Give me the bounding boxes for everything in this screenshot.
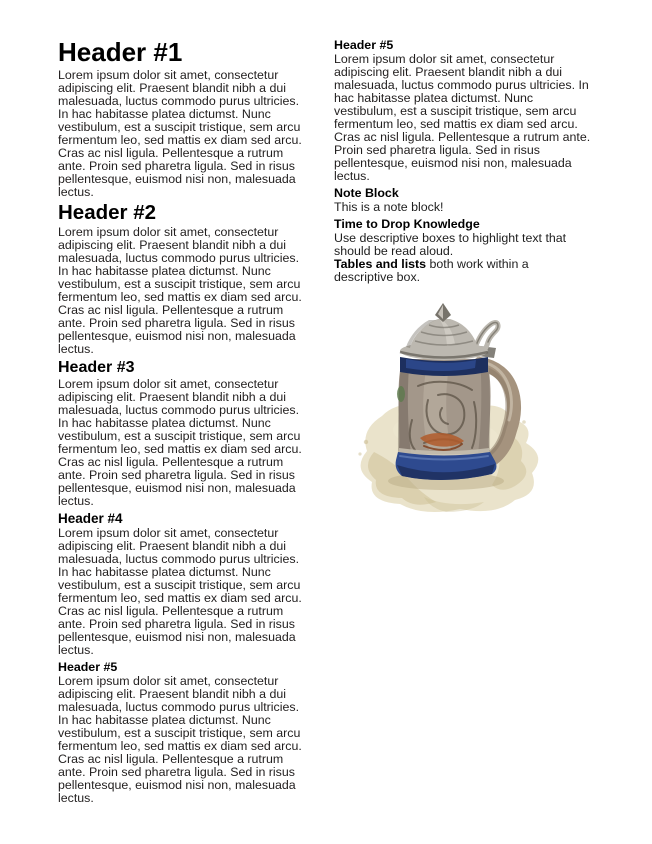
tables-lists-line (334, 258, 591, 284)
body-paragraph-4: Lorem ipsum dolor sit amet, consectetur adipiscing elit. Praesent blandit nibh a dui malesuada, luctus commodo purus ultricies. In hac habitasse platea dictumst. Nunc vestibulum, est a suscipit tristique, sem arcu fermentum leo, sed mattis ex diam sed arcu. Cras ac nisl ligula. Pellentesque a rutrum ante. Proin sed pharetra ligula. Sed in risus pellentesque, euismod nisi non, malesuada lectus. (58, 526, 302, 657)
tables-lists-rest: both work within a descriptive box. (334, 257, 529, 284)
note-block-text: This is a note block! (334, 200, 444, 214)
drop-knowledge-text: Use descriptive boxes to highlight text that should be read aloud. (334, 231, 567, 258)
beer-stein-figure (354, 302, 550, 517)
header-1: Header #1 (58, 37, 183, 67)
note-block-label: Note Block (334, 186, 399, 200)
header-5-right: Header #5 (334, 38, 394, 52)
body-paragraph-5: Lorem ipsum dolor sit amet, consectetur adipiscing elit. Praesent blandit nibh a dui malesuada, luctus commodo purus ultricies. In hac habitasse platea dictumst. Nunc vestibulum, est a suscipit tristique, sem arcu fermentum leo, sed mattis ex diam sed arcu. Cras ac nisl ligula. Pellentesque a rutrum ante. Proin sed pharetra ligula. Sed in risus pellentesque, euismod nisi non, malesuada lectus. (58, 674, 302, 805)
right-column (334, 38, 591, 517)
header-3: Header #3 (58, 359, 135, 376)
header-4: Header #4 (58, 511, 123, 526)
body-paragraph-3: Lorem ipsum dolor sit amet, consectetur adipiscing elit. Praesent blandit nibh a dui malesuada, luctus commodo purus ultricies. In hac habitasse platea dictumst. Nunc vestibulum, est a suscipit tristique, sem arcu fermentum leo, sed mattis ex diam sed arcu. Cras ac nisl ligula. Pellentesque a rutrum ante. Proin sed pharetra ligula. Sed in risus pellentesque, euismod nisi non, malesuada lectus. (58, 377, 302, 508)
body-paragraph-1: Lorem ipsum dolor sit amet, consectetur adipiscing elit. Praesent blandit nibh a dui malesuada, luctus commodo purus ultricies. In hac habitasse platea dictumst. Nunc vestibulum, est a suscipit tristique, sem arcu fermentum leo, sed mattis ex diam sed arcu. Cras ac nisl ligula. Pellentesque a rutrum ante. Proin sed pharetra ligula. Sed in risus pellentesque, euismod nisi non, malesuada lectus. (58, 68, 302, 199)
beer-stein-illustration (354, 302, 550, 517)
body-paragraph-6: Lorem ipsum dolor sit amet, consectetur adipiscing elit. Praesent blandit nibh a dui malesuada, luctus commodo purus ultricies. In hac habitasse platea dictumst. Nunc vestibulum, est a suscipit tristique, sem arcu fermentum leo, sed mattis ex diam sed arcu. Cras ac nisl ligula. Pellentesque a rutrum ante. Proin sed pharetra ligula. Sed in risus pellentesque, euismod nisi non, malesuada lectus. (334, 52, 591, 183)
leaf-accent (397, 386, 405, 402)
body-paragraph-2: Lorem ipsum dolor sit amet, consectetur adipiscing elit. Praesent blandit nibh a dui malesuada, luctus commodo purus ultricies. In hac habitasse platea dictumst. Nunc vestibulum, est a suscipit tristique, sem arcu fermentum leo, sed mattis ex diam sed arcu. Cras ac nisl ligula. Pellentesque a rutrum ante. Proin sed pharetra ligula. Sed in risus pellentesque, euismod nisi non, malesuada lectus. (58, 225, 302, 356)
drop-knowledge-label: Time to Drop Knowledge (334, 217, 480, 231)
tables-lists-bold: Tables and lists (334, 257, 427, 271)
header-5-left: Header #5 (58, 660, 118, 674)
header-2: Header #2 (58, 201, 157, 224)
left-column (58, 38, 309, 805)
stein-lid (400, 303, 498, 360)
stein-base (396, 448, 497, 480)
